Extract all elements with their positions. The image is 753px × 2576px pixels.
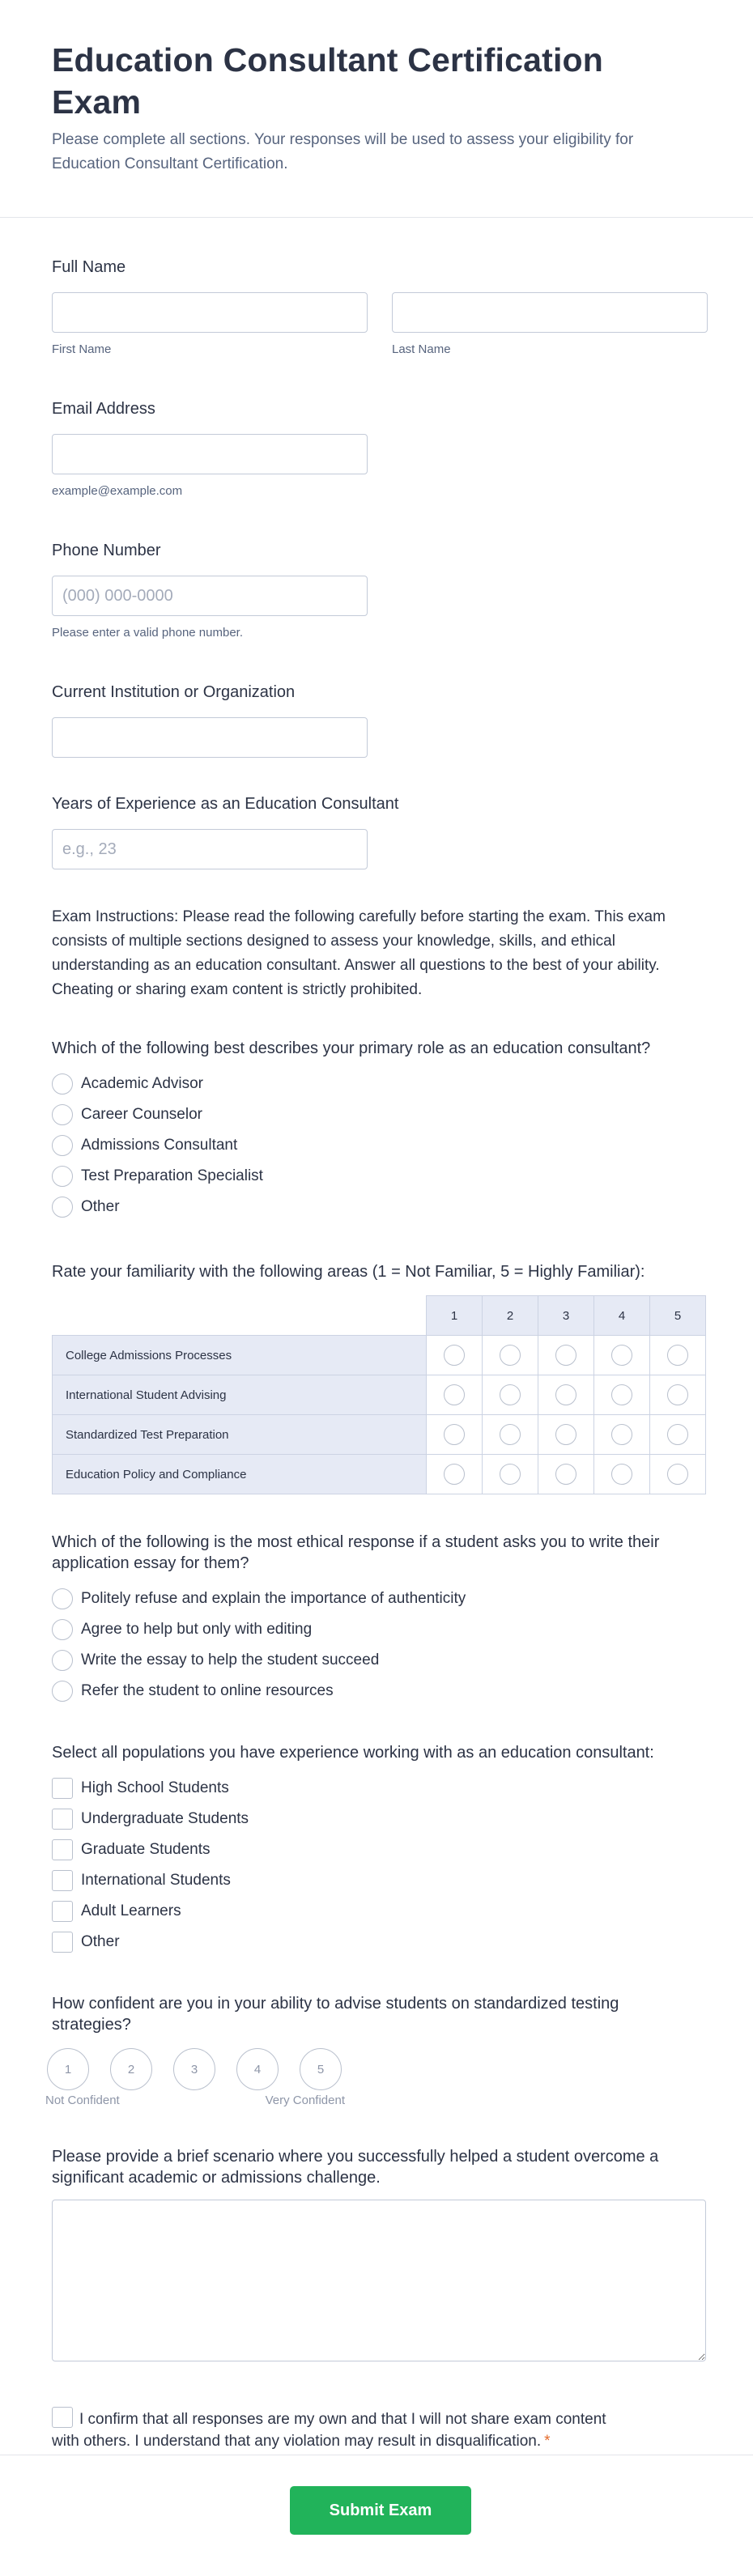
matrix-cell[interactable] (483, 1375, 538, 1415)
radio-circle-icon[interactable] (611, 1464, 632, 1485)
checkbox-icon[interactable] (52, 1901, 73, 1922)
matrix-header-row (53, 1296, 706, 1336)
radio-circle-icon[interactable] (444, 1345, 465, 1366)
ethics-label: Which of the following is the most ethical response if a student asks you to write their application essay for them? (52, 1533, 660, 1572)
form-title: Education Consultant Certification Exam (52, 41, 604, 121)
name-row (52, 292, 701, 356)
scale-option[interactable]: 3 (173, 2048, 215, 2090)
population-option-label: Graduate Students (81, 1841, 211, 1858)
matrix-cell[interactable] (427, 1336, 483, 1375)
radio-circle-icon[interactable] (444, 1384, 465, 1405)
matrix-cell[interactable] (427, 1455, 483, 1494)
form-header (0, 0, 753, 218)
population-option-label: Other (81, 1933, 120, 1950)
matrix-cell[interactable] (594, 1415, 650, 1455)
population-option[interactable] (52, 1896, 701, 1927)
role-option-label: Academic Advisor (81, 1075, 204, 1092)
phone-sublabel: Please enter a valid phone number. (52, 626, 243, 640)
last-name-col (392, 292, 708, 356)
phone-input[interactable] (52, 576, 368, 616)
radio-circle-icon[interactable] (611, 1424, 632, 1445)
role-options (52, 1069, 701, 1222)
email-field-group (52, 398, 701, 498)
matrix-row-label: Education Policy and Compliance (53, 1455, 427, 1494)
checkbox-icon[interactable] (52, 1839, 73, 1860)
radio-circle-icon[interactable] (52, 1166, 73, 1187)
last-name-input[interactable] (392, 292, 708, 333)
role-option[interactable] (52, 1130, 701, 1161)
radio-circle-icon[interactable] (555, 1464, 576, 1485)
matrix-cell[interactable] (594, 1336, 650, 1375)
institution-field-group (52, 682, 701, 758)
radio-circle-icon[interactable] (52, 1681, 73, 1702)
radio-circle-icon[interactable] (52, 1073, 73, 1095)
ethics-option[interactable] (52, 1645, 701, 1676)
full-name-field (52, 257, 701, 356)
matrix-column-header: 2 (483, 1296, 538, 1336)
form-subtitle: Please complete all sections. Your responses will be used to assess your eligibility for Education Consultant Certification. (52, 131, 634, 172)
radio-circle-icon[interactable] (52, 1619, 73, 1640)
radio-circle-icon[interactable] (500, 1464, 521, 1485)
ethics-option-label: Politely refuse and explain the importance of authenticity (81, 1590, 466, 1607)
scale-labels (45, 2094, 345, 2107)
matrix-cell[interactable] (538, 1336, 594, 1375)
scale-option[interactable]: 1 (47, 2048, 89, 2090)
radio-circle-icon[interactable] (52, 1104, 73, 1125)
matrix-row-label: College Admissions Processes (53, 1336, 427, 1375)
form-content (0, 257, 753, 2452)
radio-circle-icon[interactable] (52, 1588, 73, 1609)
matrix-cell[interactable] (650, 1375, 706, 1415)
ethics-options (52, 1583, 701, 1707)
population-option[interactable] (52, 1865, 701, 1896)
radio-circle-icon[interactable] (667, 1345, 688, 1366)
radio-circle-icon[interactable] (611, 1384, 632, 1405)
scale-option[interactable]: 2 (110, 2048, 152, 2090)
matrix-cell[interactable] (538, 1375, 594, 1415)
role-question (52, 1038, 701, 1222)
ethics-option-label: Write the essay to help the student succeed (81, 1651, 380, 1668)
first-name-col (52, 292, 368, 356)
matrix-cell[interactable] (538, 1455, 594, 1494)
submit-button[interactable]: Submit Exam (290, 2486, 471, 2535)
radio-circle-icon[interactable] (444, 1464, 465, 1485)
radio-circle-icon[interactable] (500, 1384, 521, 1405)
populations-question (52, 1742, 701, 1958)
confidence-scale (47, 2048, 701, 2090)
matrix-row-label: Standardized Test Preparation (53, 1415, 427, 1455)
form-footer (0, 2455, 753, 2576)
radio-circle-icon[interactable] (667, 1384, 688, 1405)
matrix-row-label: International Student Advising (53, 1375, 427, 1415)
experience-field-group (52, 793, 701, 869)
familiarity-matrix (52, 1295, 706, 1494)
confidence-question (45, 1993, 701, 2107)
matrix-column-header: 1 (427, 1296, 483, 1336)
radio-circle-icon[interactable] (555, 1424, 576, 1445)
role-option[interactable] (52, 1161, 701, 1192)
email-label: Email Address (52, 400, 155, 418)
radio-circle-icon[interactable] (500, 1345, 521, 1366)
matrix-column-header: 5 (650, 1296, 706, 1336)
radio-circle-icon[interactable] (667, 1464, 688, 1485)
scale-option[interactable]: 5 (300, 2048, 342, 2090)
institution-label: Current Institution or Organization (52, 683, 296, 701)
populations-options (52, 1773, 701, 1958)
matrix-cell[interactable] (594, 1375, 650, 1415)
radio-circle-icon[interactable] (667, 1424, 688, 1445)
phone-field-group (52, 540, 701, 640)
radio-circle-icon[interactable] (52, 1135, 73, 1156)
checkbox-icon[interactable] (52, 1778, 73, 1799)
population-option[interactable] (52, 1804, 701, 1834)
matrix-cell[interactable] (538, 1415, 594, 1455)
matrix-cell[interactable] (483, 1455, 538, 1494)
radio-circle-icon[interactable] (555, 1384, 576, 1405)
matrix-column-header: 4 (594, 1296, 650, 1336)
first-name-input[interactable] (52, 292, 368, 333)
scenario-question (52, 2146, 701, 2361)
phone-label: Phone Number (52, 542, 161, 559)
experience-label: Years of Experience as an Education Consultant (52, 795, 399, 813)
matrix-cell[interactable] (483, 1415, 538, 1455)
matrix-row (53, 1455, 706, 1494)
checkbox-icon[interactable] (52, 1809, 73, 1830)
role-option-label: Career Counselor (81, 1106, 202, 1123)
ethics-option-label: Agree to help but only with editing (81, 1621, 313, 1638)
exam-instructions: Exam Instructions: Please read the following carefully before starting the exam. This exam consists of multiple sections designed to assess your knowledge, skills, and ethical understanding as an education consultant. Answer all questions to the best of your ability. Cheating or sharing exam content is strictly prohibited. (52, 908, 666, 998)
radio-circle-icon[interactable] (444, 1424, 465, 1445)
matrix-cell[interactable] (427, 1375, 483, 1415)
ethics-question (52, 1532, 701, 1707)
familiarity-question (52, 1261, 701, 1494)
role-option-label: Admissions Consultant (81, 1137, 238, 1154)
last-name-sublabel: Last Name (392, 342, 451, 356)
population-option-label: High School Students (81, 1779, 229, 1796)
radio-circle-icon[interactable] (555, 1345, 576, 1366)
population-option-label: Undergraduate Students (81, 1810, 249, 1827)
scenario-textarea[interactable] (52, 2200, 706, 2361)
radio-circle-icon[interactable] (500, 1424, 521, 1445)
scale-low-label: Not Confident (45, 2094, 120, 2107)
ethics-option[interactable] (52, 1676, 701, 1707)
confirm-checkbox-icon[interactable] (52, 2407, 73, 2428)
checkbox-icon[interactable] (52, 1932, 73, 1953)
matrix-cell[interactable] (427, 1415, 483, 1455)
role-option[interactable] (52, 1099, 701, 1130)
institution-input[interactable] (52, 717, 368, 758)
role-option-label: Other (81, 1198, 120, 1215)
experience-input[interactable] (52, 829, 368, 869)
scenario-label: Please provide a brief scenario where you successfully helped a student overcome a significant academic or admissions challenge. (52, 2148, 659, 2187)
confirm-text: I confirm that all responses are my own and that I will not share exam content with others. I understand that any violation may result in disqualification. (52, 2411, 606, 2450)
scale-option[interactable]: 4 (236, 2048, 279, 2090)
matrix-cell[interactable] (650, 1455, 706, 1494)
email-input[interactable] (52, 434, 368, 474)
radio-circle-icon[interactable] (611, 1345, 632, 1366)
email-sublabel: example@example.com (52, 484, 183, 498)
matrix-row (53, 1415, 706, 1455)
first-name-sublabel: First Name (52, 342, 112, 356)
role-option[interactable] (52, 1069, 701, 1099)
ethics-option-label: Refer the student to online resources (81, 1682, 334, 1699)
matrix-cell[interactable] (483, 1336, 538, 1375)
confidence-label: How confident are you in your ability to advise students on standardized testing strategies? (52, 1995, 619, 2034)
required-asterisk: * (544, 2433, 551, 2450)
checkbox-icon[interactable] (52, 1870, 73, 1891)
role-option-label: Test Preparation Specialist (81, 1167, 263, 1184)
full-name-label: Full Name (52, 258, 126, 276)
population-option[interactable] (52, 1773, 701, 1804)
matrix-cell[interactable] (650, 1336, 706, 1375)
matrix-cell[interactable] (594, 1455, 650, 1494)
ethics-option[interactable] (52, 1614, 701, 1645)
scale-high-label: Very Confident (265, 2094, 345, 2107)
ethics-option[interactable] (52, 1583, 701, 1614)
role-label: Which of the following best describes your primary role as an education consultant? (52, 1039, 651, 1057)
population-option-label: Adult Learners (81, 1902, 181, 1919)
matrix-column-header: 3 (538, 1296, 594, 1336)
population-option-label: International Students (81, 1872, 231, 1889)
radio-circle-icon[interactable] (52, 1197, 73, 1218)
matrix-row (53, 1336, 706, 1375)
familiarity-label: Rate your familiarity with the following areas (1 = Not Familiar, 5 = Highly Familiar): (52, 1263, 645, 1281)
matrix-corner (53, 1296, 427, 1336)
matrix-row (53, 1375, 706, 1415)
population-option[interactable] (52, 1927, 701, 1958)
confirmation-field (52, 2407, 619, 2452)
radio-circle-icon[interactable] (52, 1650, 73, 1671)
role-option[interactable] (52, 1192, 701, 1222)
population-option[interactable] (52, 1834, 701, 1865)
populations-label: Select all populations you have experience working with as an education consultant: (52, 1744, 654, 1762)
matrix-cell[interactable] (650, 1415, 706, 1455)
